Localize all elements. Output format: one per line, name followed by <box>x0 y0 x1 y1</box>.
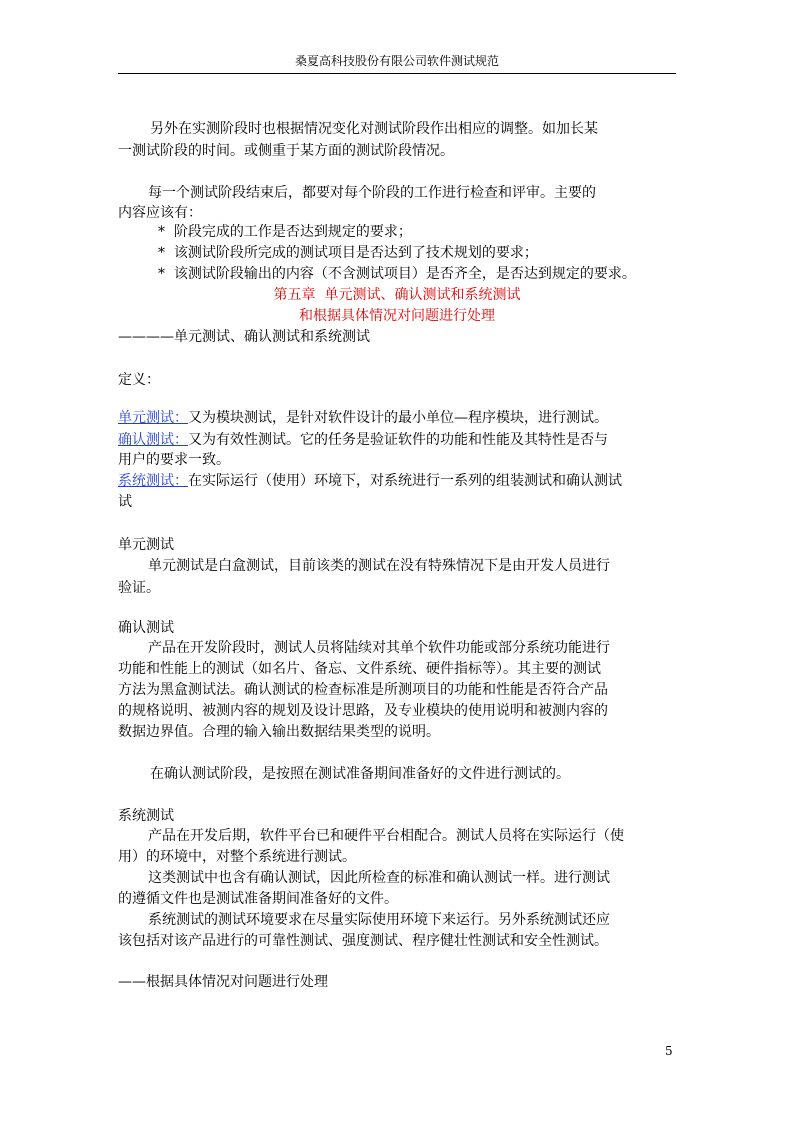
confirm-test-line1: 产品在开发阶段时，测试人员将陆续对其单个软件功能或部分系统功能进行 <box>148 640 610 656</box>
definition-confirm <box>118 430 608 450</box>
bullet-item <box>158 243 538 263</box>
bullet-mark: * <box>158 266 165 282</box>
confirm-test-heading: 确认测试 <box>118 620 174 636</box>
confirm-test-line5: 数据边界值。合理的输入输出数据结果类型的说明。 <box>118 724 440 740</box>
bullet-item <box>158 222 412 242</box>
definition-text: 又为模块测试，是针对软件设计的最小单位—程序模块，进行测试。 <box>188 410 608 426</box>
bullet-mark: * <box>158 245 165 261</box>
unit-test-line2: 验证。 <box>118 580 160 596</box>
page-number: 5 <box>665 1044 673 1058</box>
definitions-heading: 定义： <box>118 372 160 388</box>
system-test-line3: 这类测试中也含有确认测试，因此所检查的标准和确认测试一样。进行测试 <box>148 870 610 886</box>
definition-term-link[interactable]: 系统测试： <box>118 473 188 489</box>
definition-system <box>118 471 622 491</box>
chapter-title: 第五章 单元测试、确认测试和系统测试 <box>273 287 521 303</box>
bullet-text: 该测试阶段输出的内容（不含测试项目）是否齐全，是否达到规定的要求。 <box>173 266 636 282</box>
definition-term-link[interactable]: 单元测试： <box>118 410 188 426</box>
system-test-line2: 用）的环境中，对整个系统进行测试。 <box>118 849 356 865</box>
definition-unit <box>118 408 608 428</box>
definition-term-link[interactable]: 确认测试： <box>118 432 188 448</box>
definition-confirm-cont: 用户的要求一致。 <box>118 452 230 468</box>
definition-text: 又为有效性测试。它的任务是验证软件的功能和性能及其特性是否与 <box>188 432 608 448</box>
para2-line2: 内容应该有： <box>118 205 202 221</box>
unit-test-heading: 单元测试 <box>118 537 174 553</box>
confirm-test-line3: 方法为黑盒测试法。确认测试的检查标准是所测项目的功能和性能是否符合产品 <box>118 682 608 698</box>
confirm-test-line6: 在确认测试阶段，是按照在测试准备期间准备好的文件进行测试的。 <box>150 766 570 782</box>
section-subheading: ————单元测试、确认测试和系统测试 <box>118 329 370 345</box>
system-test-line4: 的遵循文件也是测试准备期间准备好的文件。 <box>118 891 398 907</box>
definition-text: 在实际运行（使用）环境下，对系统进行一系列的组装测试和确认测试 <box>188 473 622 489</box>
bullet-item <box>158 264 636 284</box>
system-test-line5: 系统测试的测试环境要求在尽量实际使用环境下来运行。另外系统测试还应 <box>148 912 610 928</box>
system-test-heading: 系统测试 <box>118 808 174 824</box>
page-header: 桑夏高科技股份有限公司软件测试规范 <box>294 54 499 68</box>
confirm-test-line2: 功能和性能上的测试（如名片、备忘、文件系统、硬件指标等）。其主要的测试 <box>118 661 601 677</box>
para1-line1: 另外在实测阶段时也根据情况变化对测试阶段作出相应的调整。如加长某 <box>150 121 598 137</box>
bullet-text: 阶段完成的工作是否达到规定的要求； <box>173 224 412 240</box>
bullet-text: 该测试阶段所完成的测试项目是否达到了技术规划的要求； <box>173 245 538 261</box>
para1-line2: 一测试阶段的时间。或侧重于某方面的测试阶段情况。 <box>118 143 454 159</box>
confirm-test-line4: 的规格说明、被测内容的规划及设计思路，及专业模块的使用说明和被测内容的 <box>118 703 608 719</box>
para2-line1: 每一个测试阶段结束后，都要对每个阶段的工作进行检查和评审。主要的 <box>148 185 596 201</box>
unit-test-line1: 单元测试是白盒测试，目前该类的测试在没有特殊情况下是由开发人员进行 <box>148 558 610 574</box>
section-subheading: ——根据具体情况对问题进行处理 <box>118 974 328 990</box>
chapter-subtitle: 和根据具体情况对问题进行处理 <box>299 308 495 324</box>
header-divider <box>118 73 676 74</box>
system-test-line6: 该包括对该产品进行的可靠性测试、强度测试、程序健壮性测试和安全性测试。 <box>118 933 608 949</box>
system-test-line1: 产品在开发后期，软件平台已和硬件平台相配合。测试人员将在实际运行（使 <box>148 828 624 844</box>
bullet-mark: * <box>158 224 165 240</box>
definition-system-cont: 试 <box>118 494 132 510</box>
